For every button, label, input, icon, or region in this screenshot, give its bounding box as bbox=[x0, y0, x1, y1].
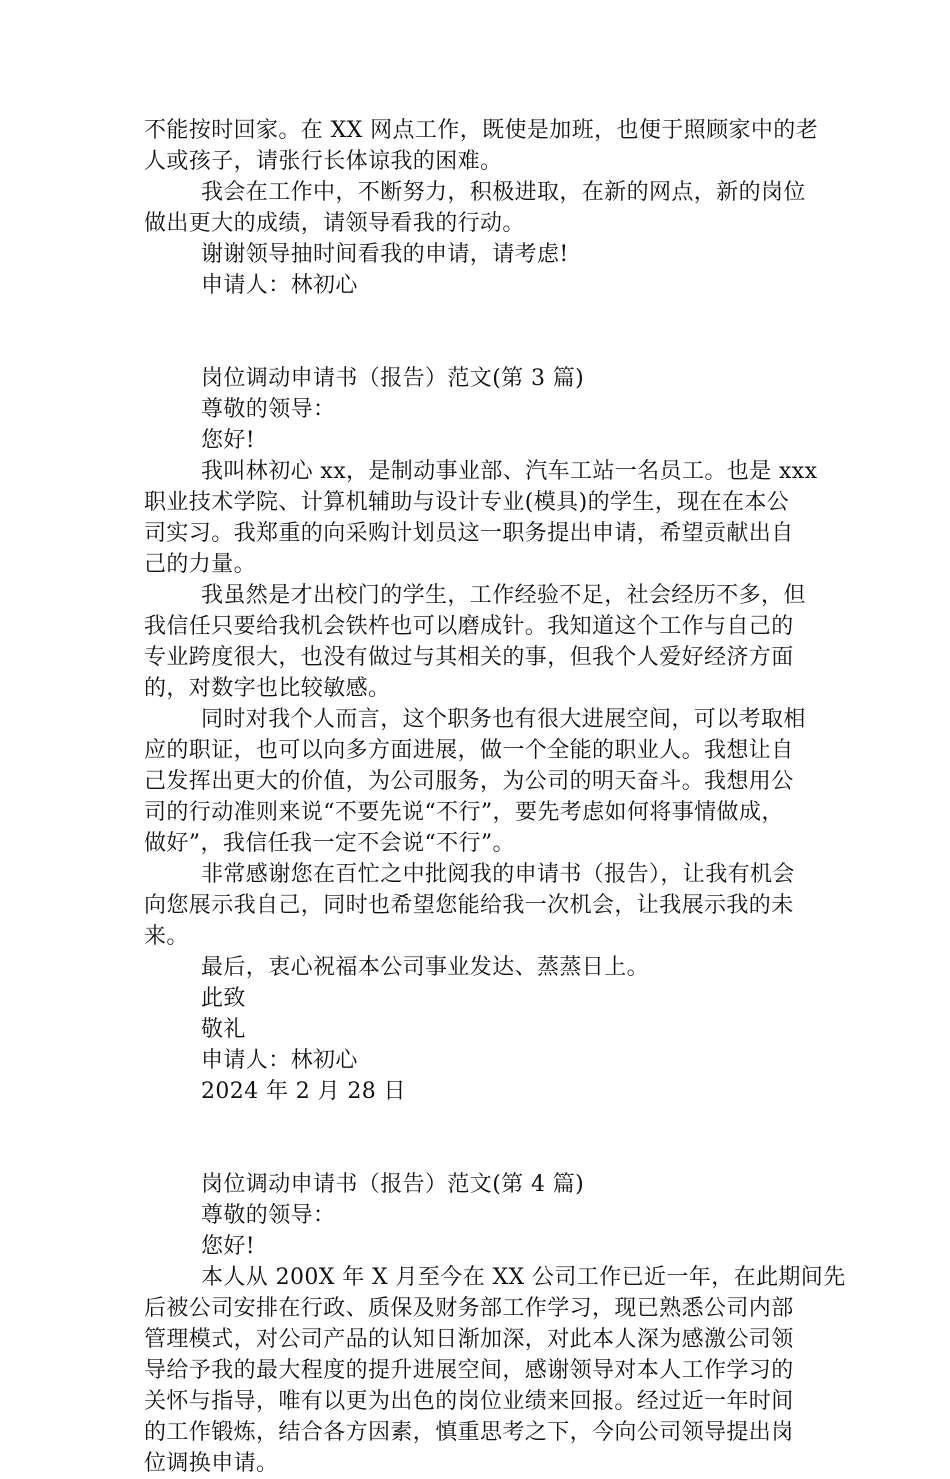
paragraph-line: 不能按时回家。在 XX 网点工作，既使是加班，也便于照顾家中的老 bbox=[144, 118, 819, 143]
document-body bbox=[144, 115, 846, 1479]
paragraph-line: 本人从 200X 年 X 月至今在 XX 公司工作已近一年，在此期间先 bbox=[201, 1265, 846, 1290]
closing-line: 此致 bbox=[201, 986, 246, 1011]
paragraph-line: 做好”，我信任我一定不会说“不行”。 bbox=[144, 831, 515, 856]
paragraph-line: 我信任只要给我机会铁杵也可以磨成针。我知道这个工作与自己的 bbox=[144, 614, 794, 639]
paragraph-line: 导给予我的最大程度的提升进展空间，感谢领导对本人工作学习的 bbox=[144, 1358, 794, 1383]
section-title: 岗位调动申请书（报告）范文(第 3 篇) bbox=[201, 366, 585, 391]
paragraph-line: 我虽然是才出校门的学生，工作经验不足，社会经历不多，但 bbox=[201, 583, 806, 608]
paragraph-line: 专业跨度很大，也没有做过与其相关的事，但我个人爱好经济方面 bbox=[144, 645, 794, 670]
paragraph-line: 的工作锻炼，结合各方因素，慎重思考之下，今向公司领导提出岗 bbox=[144, 1420, 794, 1445]
paragraph-line: 己发挥出更大的价值，为公司服务，为公司的明天奋斗。我想用公 bbox=[144, 769, 794, 794]
salutation: 尊敬的领导： bbox=[201, 1203, 336, 1228]
paragraph-line: 关怀与指导，唯有以更为出色的岗位业绩来回报。经过近一年时间 bbox=[144, 1389, 794, 1414]
section-title: 岗位调动申请书（报告）范文(第 4 篇) bbox=[201, 1172, 585, 1197]
greeting: 您好! bbox=[201, 1234, 256, 1259]
paragraph-line: 己的力量。 bbox=[144, 552, 257, 577]
paragraph-line: 应的职证，也可以向多方面进展，做一个全能的职业人。我想让自 bbox=[144, 738, 794, 763]
paragraph-line: 最后，衷心祝福本公司事业发达、蒸蒸日上。 bbox=[201, 955, 650, 980]
paragraph-line: 后被公司安排在行政、质保及财务部工作学习，现已熟悉公司内部 bbox=[144, 1296, 794, 1321]
paragraph-line: 我会在工作中，不断努力，积极进取，在新的网点，新的岗位 bbox=[201, 180, 806, 205]
paragraph-line: 位调换申请。 bbox=[144, 1451, 279, 1476]
date-line: 2024 年 2 月 28 日 bbox=[201, 1079, 406, 1104]
paragraph-line: 谢谢领导抽时间看我的申请，请考虑! bbox=[201, 242, 569, 267]
closing-line: 敬礼 bbox=[201, 1017, 246, 1042]
paragraph-line: 司实习。我郑重的向采购计划员这一职务提出申请，希望贡献出自 bbox=[144, 521, 794, 546]
paragraph-line: 向您展示我自己，同时也希望您能给我一次机会，让我展示我的未 bbox=[144, 893, 794, 918]
paragraph-line: 同时对我个人而言，这个职务也有很大进展空间，可以考取相 bbox=[201, 707, 806, 732]
paragraph-line: 司的行动准则来说“不要先说“不行”，要先考虑如何将事情做成， bbox=[144, 800, 784, 825]
salutation: 尊敬的领导： bbox=[201, 397, 336, 422]
paragraph-line: 我叫林初心 xx，是制动事业部、汽车工站一名员工。也是 xxx bbox=[201, 459, 818, 484]
paragraph-line: 来。 bbox=[144, 924, 189, 949]
signature-line: 申请人：林初心 bbox=[201, 1048, 358, 1073]
paragraph-line: 管理模式，对公司产品的认知日渐加深，对此本人深为感激公司领 bbox=[144, 1327, 794, 1352]
section-spacer bbox=[144, 1107, 812, 1169]
paragraph-line: 的，对数字也比较敏感。 bbox=[144, 676, 391, 701]
paragraph-line: 非常感谢您在百忙之中批阅我的申请书（报告），让我有机会 bbox=[201, 862, 795, 887]
section-spacer bbox=[144, 301, 812, 363]
paragraph-line: 职业技术学院、计算机辅助与设计专业(模具)的学生，现在在本公 bbox=[144, 490, 790, 515]
paragraph-line: 做出更大的成绩，请领导看我的行动。 bbox=[144, 211, 525, 236]
greeting: 您好! bbox=[201, 428, 256, 453]
signature-line: 申请人：林初心 bbox=[201, 273, 358, 298]
paragraph-line: 人或孩子，请张行长体谅我的困难。 bbox=[144, 149, 503, 174]
